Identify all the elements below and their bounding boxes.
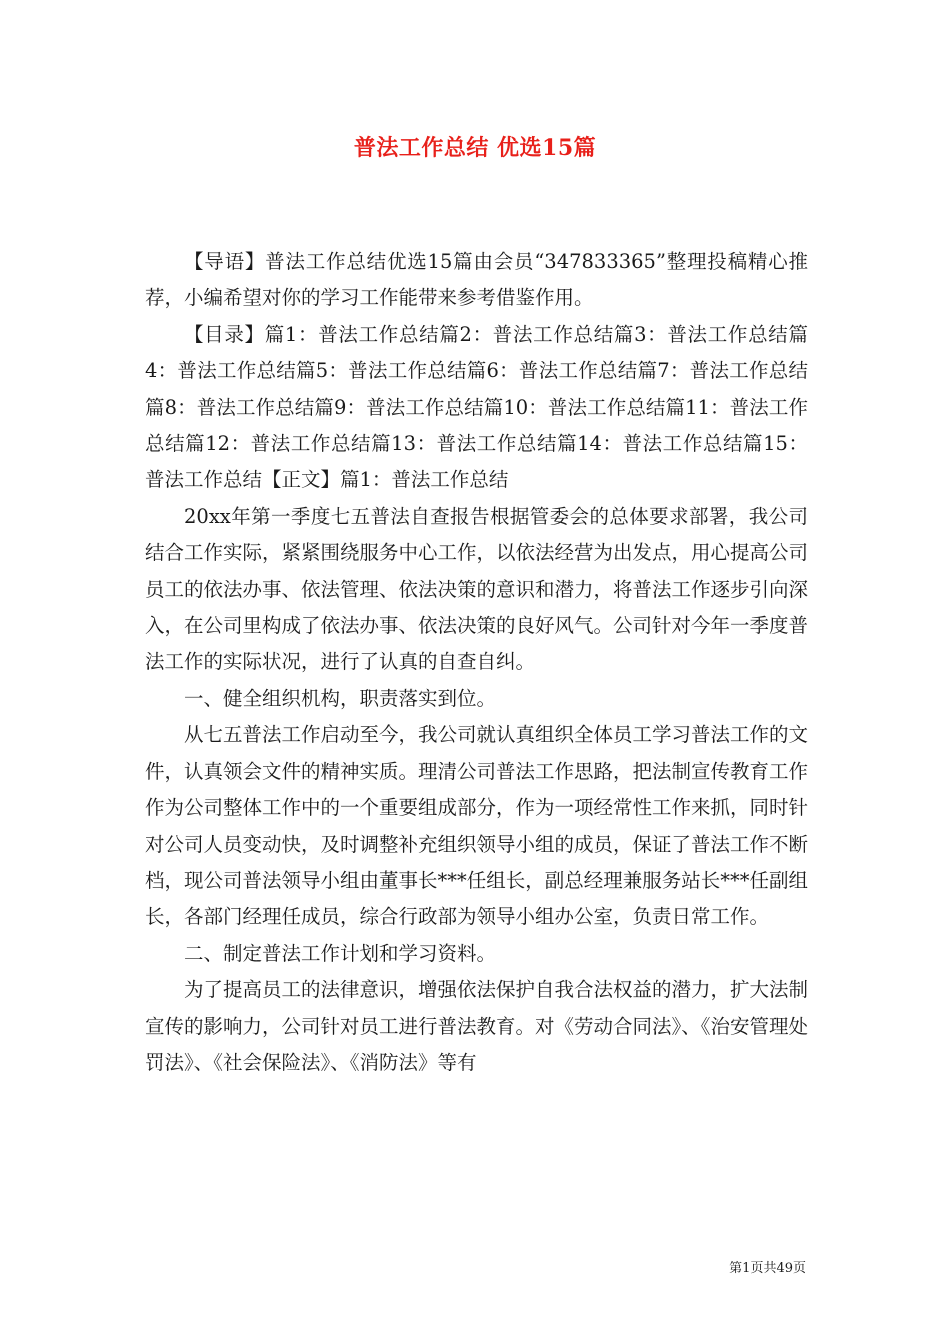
document-title: 普法工作总结 优选15篇 bbox=[353, 135, 597, 161]
paragraph-section-1: 从七五普法工作启动至今，我公司就认真组织全体员工学习普法工作的文件，认真领会文件的精神实质。理清公司普法工作思路，把法制宣传教育工作作为公司整体工作中的一个重要组成部分，作为一项经常性工作来抓，同时针对公司人员变动快，及时调整补充组织领导小组的成员，保证了普法工作不断档，现公司普法领导小组由董事长***任组长，副总经理兼服务站长***任副组长，各部门经理任成员，综合行政部为领导小组办公室，负责日常工作。 bbox=[145, 723, 809, 929]
paragraph-report: 20xx年第一季度七五普法自查报告根据管委会的总体要求部署，我公司结合工作实际，紧紧围绕服务中心工作，以依法经营为出发点，用心提高公司员工的依法办事、依法管理、依法决策的意识和潜力，将普法工作逐步引向深入，在公司里构成了依法办事、依法决策的良好风气。公司针对今年一季度普法工作的实际状况，进行了认真的自查自纠。 bbox=[145, 504, 809, 674]
paragraph-section-2: 为了提高员工的法律意识，增强依法保护自我合法权益的潜力，扩大法制宣传的影响力，公司针对员工进行普法教育。对《劳动合同法》、《治安管理处罚法》、《社会保险法》、《消防法》等有 bbox=[145, 978, 809, 1074]
document-body bbox=[145, 244, 808, 1081]
section-heading-1: 一、健全组织机构，职责落实到位。 bbox=[184, 686, 497, 710]
section-heading-2: 二、制定普法工作计划和学习资料。 bbox=[184, 941, 497, 965]
paragraph-contents: 【目录】篇1：普法工作总结篇2：普法工作总结篇3：普法工作总结篇4：普法工作总结篇5：普法工作总结篇6：普法工作总结篇7：普法工作总结篇8：普法工作总结篇9：普法工作总结篇10：普法工作总结篇11：普法工作总结篇12：普法工作总结篇13：普法工作总结篇14：普法工作总结篇15：普法工作总结【正文】篇1：普法工作总结 bbox=[145, 322, 808, 492]
page-number-footer: 第1页共49页 bbox=[729, 1261, 806, 1276]
paragraph-intro: 【导语】普法工作总结优选15篇由会员“347833365”整理投稿精心推荐，小编希望对你的学习工作能带来参考借鉴作用。 bbox=[145, 250, 808, 310]
